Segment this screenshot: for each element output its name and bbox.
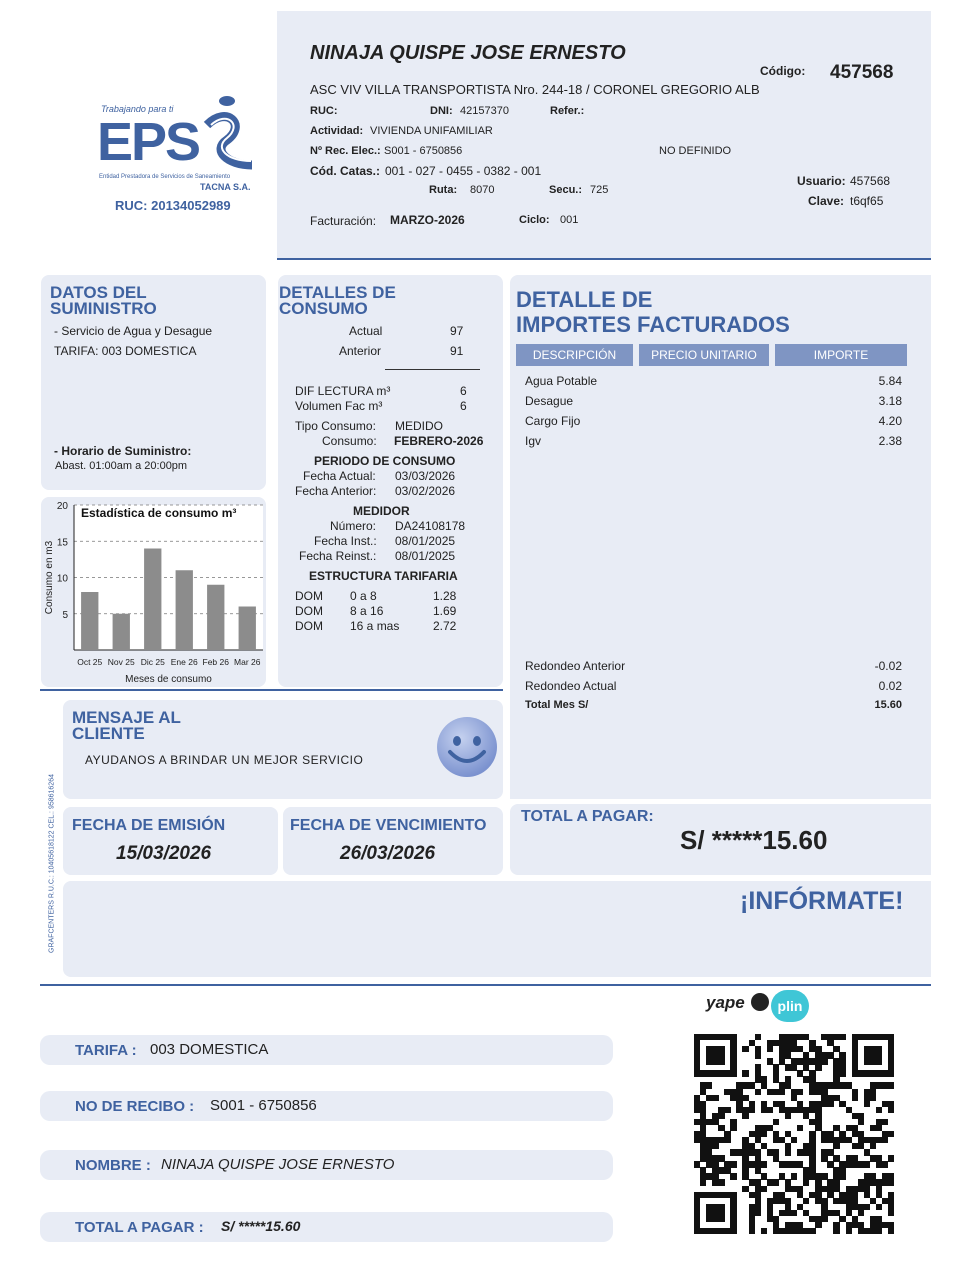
- qr-module: [730, 1070, 736, 1076]
- qr-module: [797, 1089, 803, 1095]
- qr-module: [882, 1137, 888, 1143]
- ciclo-value: 001: [560, 214, 579, 226]
- tarifa-tipo: DOM: [295, 604, 323, 618]
- rec-elec-label: Nº Rec. Elec.:: [310, 145, 381, 157]
- qr-module: [767, 1107, 773, 1113]
- qr-module: [755, 1052, 761, 1058]
- chart-x-tick-label: Mar 26: [234, 657, 261, 667]
- qr-module: [773, 1179, 779, 1185]
- importe-row: [525, 394, 902, 408]
- footer-tarifa-value: 003 DOMESTICA: [150, 1041, 269, 1058]
- chart-y-label: Consumo en m3: [44, 540, 55, 615]
- footer-nombre-label: NOMBRE :: [75, 1157, 151, 1174]
- secu-value: 725: [590, 184, 609, 196]
- qr-module: [791, 1137, 797, 1143]
- tarifa-precio: 2.72: [433, 619, 457, 633]
- usuario-value: 457568: [850, 174, 891, 188]
- chart-bar: [176, 570, 193, 650]
- total-label: TOTAL A PAGAR:: [521, 808, 654, 825]
- qr-module: [864, 1101, 870, 1107]
- qr-code[interactable]: [694, 1034, 894, 1234]
- fecha-reinst-label: Fecha Reinst.:: [299, 549, 377, 563]
- volumen-value: 6: [460, 399, 467, 413]
- qr-module: [876, 1107, 882, 1113]
- actividad-value: VIVIENDA UNIFAMILIAR: [370, 125, 493, 137]
- redondeo-anterior-row: [525, 659, 902, 673]
- company-city: TACNA S.A.: [200, 182, 251, 192]
- redondeo-actual-label: Redondeo Actual: [525, 679, 617, 693]
- chart-bar: [113, 614, 130, 650]
- consumo-mes-value: FEBRERO-2026: [394, 434, 484, 448]
- consumption-chart: [41, 497, 266, 687]
- suministro-title-2: SUMINISTRO: [50, 299, 157, 318]
- chart-y-tick-label: 15: [56, 537, 68, 549]
- qr-module: [876, 1204, 882, 1210]
- qr-module: [791, 1210, 797, 1216]
- qr-module: [888, 1082, 894, 1088]
- chart-y-tick-label: 5: [62, 609, 68, 621]
- yape-text: yape: [706, 993, 745, 1012]
- plin-text: plin: [777, 998, 803, 1014]
- numero-value: DA24108178: [395, 519, 466, 533]
- customer-name: NINAJA QUISPE JOSE ERNESTO: [310, 42, 626, 64]
- importe-row: [525, 434, 902, 448]
- qr-module: [779, 1089, 785, 1095]
- servicio-text: - Servicio de Agua y Desague: [54, 324, 213, 338]
- consumo-title-2: CONSUMO: [279, 299, 368, 318]
- total-mes-label: Total Mes S/: [525, 699, 589, 711]
- chart-bar: [81, 592, 98, 650]
- chart-bar: [207, 585, 224, 650]
- footer-total-label: TOTAL A PAGAR :: [75, 1219, 204, 1236]
- qr-module: [876, 1058, 882, 1064]
- chart-x-tick-label: Nov 25: [107, 657, 135, 667]
- qr-module: [882, 1119, 888, 1125]
- address: ASC VIV VILLA TRANSPORTISTA Nro. 244-18 / CORONEL GREGORIO ALB: [310, 82, 760, 97]
- qr-module: [852, 1095, 858, 1101]
- ruc-label: RUC:: [310, 105, 338, 117]
- vencimiento-label: FECHA DE VENCIMIENTO: [290, 817, 487, 834]
- qr-module: [724, 1137, 730, 1143]
- catas-label: Cód. Catas.:: [310, 164, 381, 178]
- dif-value: 6: [460, 384, 467, 398]
- importe-desc: Agua Potable: [525, 374, 598, 388]
- importe-value: 5.84: [878, 374, 902, 388]
- qr-module: [833, 1143, 839, 1149]
- footer-nombre-value: NINAJA QUISPE JOSE ERNESTO: [161, 1156, 395, 1173]
- qr-module: [876, 1228, 882, 1234]
- actual-label: Actual: [349, 324, 383, 338]
- qr-module: [839, 1070, 845, 1076]
- qr-module: [888, 1179, 894, 1185]
- importe-desc: Cargo Fijo: [525, 414, 581, 428]
- qr-module: [730, 1125, 736, 1131]
- actual-value: 97: [450, 324, 464, 338]
- usuario-label: Usuario:: [797, 174, 846, 188]
- chart-x-tick-label: Dic 25: [140, 657, 165, 667]
- importes-title-1: DETALLE DE: [516, 287, 653, 312]
- ciclo-label: Ciclo:: [519, 214, 550, 226]
- redondeo-anterior-label: Redondeo Anterior: [525, 659, 626, 673]
- consumo-divider: [385, 369, 480, 370]
- qr-module: [730, 1173, 736, 1179]
- vencimiento-value: 26/03/2026: [340, 843, 436, 864]
- yape-badge-icon: [751, 993, 769, 1011]
- qr-module: [821, 1058, 827, 1064]
- qr-module: [761, 1186, 767, 1192]
- qr-module: [864, 1161, 870, 1167]
- consumo-title-1: DETALLES DE: [279, 283, 396, 302]
- rec-elec-value: S001 - 6750856: [384, 145, 463, 157]
- actividad-label: Actividad:: [310, 125, 364, 137]
- emision-label: FECHA DE EMISIÓN: [72, 817, 226, 834]
- qr-module: [773, 1119, 779, 1125]
- company-full-name: Entidad Prestadora de Servicios de Saneamiento: [99, 174, 231, 180]
- redondeo-actual-value: 0.02: [878, 679, 902, 693]
- medidor-title: MEDIDOR: [353, 504, 410, 518]
- qr-module: [767, 1046, 773, 1052]
- redondeo-actual-row: [525, 679, 902, 693]
- qr-module: [882, 1161, 888, 1167]
- facturacion-label: Facturación:: [310, 214, 377, 228]
- logo-waves-icon: [197, 95, 257, 173]
- chart-bar: [144, 549, 161, 651]
- codigo-value: 457568: [830, 62, 894, 83]
- volumen-label: Volumen Fac m³: [295, 399, 383, 413]
- tarifa-text: TARIFA: 003 DOMESTICA: [54, 344, 197, 358]
- facturacion-value: MARZO-2026: [390, 213, 465, 227]
- company-tagline: Trabajando para ti: [101, 104, 174, 114]
- qr-module: [749, 1228, 755, 1234]
- smiley-icon: [436, 716, 498, 778]
- ruta-value: 8070: [470, 184, 495, 196]
- col-importe: IMPORTE: [775, 344, 907, 366]
- qr-module: [785, 1149, 791, 1155]
- qr-module: [864, 1204, 870, 1210]
- qr-module: [858, 1210, 864, 1216]
- anterior-label: Anterior: [339, 344, 382, 358]
- importe-desc: Igv: [525, 434, 542, 448]
- bottom-rule: [40, 984, 931, 986]
- qr-module: [785, 1113, 791, 1119]
- qr-module: [888, 1228, 894, 1234]
- left-rule: [40, 689, 503, 691]
- qr-module: [718, 1113, 724, 1119]
- qr-module: [730, 1161, 736, 1167]
- qr-module: [712, 1143, 718, 1149]
- importe-desc: Desague: [525, 394, 574, 408]
- qr-module: [870, 1143, 876, 1149]
- catas-value: 001 - 027 - 0455 - 0382 - 001: [385, 164, 542, 178]
- total-mes-value: 15.60: [874, 699, 902, 711]
- footer-recibo-label: NO DE RECIBO :: [75, 1098, 195, 1115]
- clave-label: Clave:: [808, 194, 845, 208]
- tarifa-rango: 8 a 16: [350, 604, 384, 618]
- yape-logo: [706, 993, 769, 1013]
- qr-module: [755, 1089, 761, 1095]
- qr-module: [821, 1216, 827, 1222]
- chart-y-tick-label: 10: [56, 573, 68, 585]
- tarifa-tipo: DOM: [295, 589, 323, 603]
- fecha-inst-value: 08/01/2025: [395, 534, 456, 548]
- chart-x-tick-label: Feb 26: [202, 657, 229, 667]
- qr-module: [742, 1113, 748, 1119]
- qr-module: [718, 1216, 724, 1222]
- qr-module: [761, 1131, 767, 1137]
- dni-label: DNI:: [430, 105, 453, 117]
- ruta-label: Ruta:: [429, 184, 458, 196]
- qr-module: [839, 1173, 845, 1179]
- tipo-value: MEDIDO: [395, 419, 443, 433]
- qr-module: [888, 1107, 894, 1113]
- redondeo-anterior-value: -0.02: [874, 659, 902, 673]
- emision-value: 15/03/2026: [116, 843, 212, 864]
- periodo-title: PERIODO DE CONSUMO: [314, 454, 456, 468]
- plin-logo: [771, 990, 809, 1022]
- qr-module: [839, 1034, 845, 1040]
- no-definido: NO DEFINIDO: [659, 145, 732, 157]
- qr-module: [888, 1155, 894, 1161]
- chart-x-tick-label: Ene 26: [170, 657, 198, 667]
- side-printer-text: GRAFCENTERS R.U.C.: 10405618122 CEL.: 958616264: [48, 774, 56, 953]
- chart-title: Estadística de consumo m³: [81, 506, 237, 520]
- qr-module: [797, 1125, 803, 1131]
- qr-module: [700, 1179, 706, 1185]
- qr-module: [742, 1070, 748, 1076]
- importe-value: 3.18: [878, 394, 902, 408]
- footer-tarifa-label: TARIFA :: [75, 1042, 137, 1059]
- company-logo: [95, 95, 260, 220]
- importe-value: 2.38: [878, 434, 902, 448]
- qr-module: [706, 1082, 712, 1088]
- tarifa-rango: 16 a mas: [350, 619, 400, 633]
- qr-module: [833, 1228, 839, 1234]
- company-ruc: RUC: 20134052989: [115, 198, 231, 213]
- qr-module: [846, 1228, 852, 1234]
- header-rule: [277, 258, 931, 260]
- codigo-label: Código:: [760, 64, 806, 78]
- footer-recibo-value: S001 - 6750856: [210, 1097, 317, 1114]
- clave-value: t6qf65: [850, 194, 884, 208]
- qr-module: [755, 1210, 761, 1216]
- fecha-inst-label: Fecha Inst.:: [314, 534, 377, 548]
- qr-module: [858, 1119, 864, 1125]
- qr-module: [761, 1228, 767, 1234]
- dif-label: DIF LECTURA m³: [295, 384, 391, 398]
- mensaje-text: AYUDANOS A BRINDAR UN MEJOR SERVICIO: [85, 753, 364, 767]
- qr-module: [791, 1173, 797, 1179]
- anterior-value: 91: [450, 344, 464, 358]
- logo-text: EPS: [97, 112, 200, 172]
- horario-value: Abast. 01:00am a 20:00pm: [55, 460, 188, 472]
- tarifa-tipo: DOM: [295, 619, 323, 633]
- qr-module: [870, 1095, 876, 1101]
- mensaje-title-1: MENSAJE AL: [72, 708, 181, 727]
- importe-value: 4.20: [878, 414, 902, 428]
- tipo-label: Tipo Consumo:: [295, 419, 376, 433]
- qr-module: [718, 1058, 724, 1064]
- consumo-mes-label: Consumo:: [322, 434, 377, 448]
- qr-module: [718, 1179, 724, 1185]
- importe-row: [525, 414, 902, 428]
- estructura-title: ESTRUCTURA TARIFARIA: [309, 569, 458, 583]
- qr-module: [827, 1101, 833, 1107]
- fecha-actual-value: 03/03/2026: [395, 469, 456, 483]
- col-descripcion: DESCRIPCIÓN: [516, 344, 633, 366]
- qr-module: [809, 1228, 815, 1234]
- chart-y-tick-label: 20: [56, 501, 68, 512]
- qr-module: [730, 1228, 736, 1234]
- qr-module: [803, 1179, 809, 1185]
- dni-value: 42157370: [460, 105, 509, 117]
- refer-label: Refer.:: [550, 105, 585, 117]
- qr-module: [803, 1198, 809, 1204]
- importe-row: [525, 374, 902, 388]
- total-value: S/ *****15.60: [680, 825, 828, 855]
- qr-module: [815, 1064, 821, 1070]
- qr-module: [749, 1107, 755, 1113]
- chart-x-label: Meses de consumo: [125, 674, 212, 685]
- qr-module: [888, 1131, 894, 1137]
- qr-module: [815, 1222, 821, 1228]
- qr-module: [888, 1210, 894, 1216]
- chart-plot-area: [74, 505, 263, 650]
- qr-module: [761, 1161, 767, 1167]
- tarifa-precio: 1.28: [433, 589, 457, 603]
- col-precio: PRECIO UNITARIO: [639, 344, 769, 366]
- fecha-actual-label: Fecha Actual:: [303, 469, 376, 483]
- total-mes-row: [525, 699, 902, 711]
- qr-module: [755, 1034, 761, 1040]
- fecha-anterior-label: Fecha Anterior:: [295, 484, 377, 498]
- chart-x-tick-label: Oct 25: [77, 657, 103, 667]
- secu-label: Secu.:: [549, 184, 583, 196]
- qr-module: [724, 1107, 730, 1113]
- suministro-title-1: DATOS DEL: [50, 283, 147, 302]
- horario-label: - Horario de Suministro:: [54, 444, 192, 458]
- tarifa-precio: 1.69: [433, 604, 457, 618]
- mensaje-title-2: CLIENTE: [72, 724, 145, 743]
- tarifa-rango: 0 a 8: [350, 589, 377, 603]
- footer-total-value: S/ *****15.60: [221, 1218, 301, 1234]
- numero-label: Número:: [330, 519, 377, 533]
- qr-module: [712, 1095, 718, 1101]
- qr-module: [888, 1070, 894, 1076]
- qr-module: [742, 1046, 748, 1052]
- chart-bar: [239, 607, 256, 651]
- fecha-anterior-value: 03/02/2026: [395, 484, 456, 498]
- informate-text: ¡INFÓRMATE!: [740, 887, 904, 915]
- fecha-reinst-value: 08/01/2025: [395, 549, 456, 563]
- importes-title-2: IMPORTES FACTURADOS: [516, 312, 790, 337]
